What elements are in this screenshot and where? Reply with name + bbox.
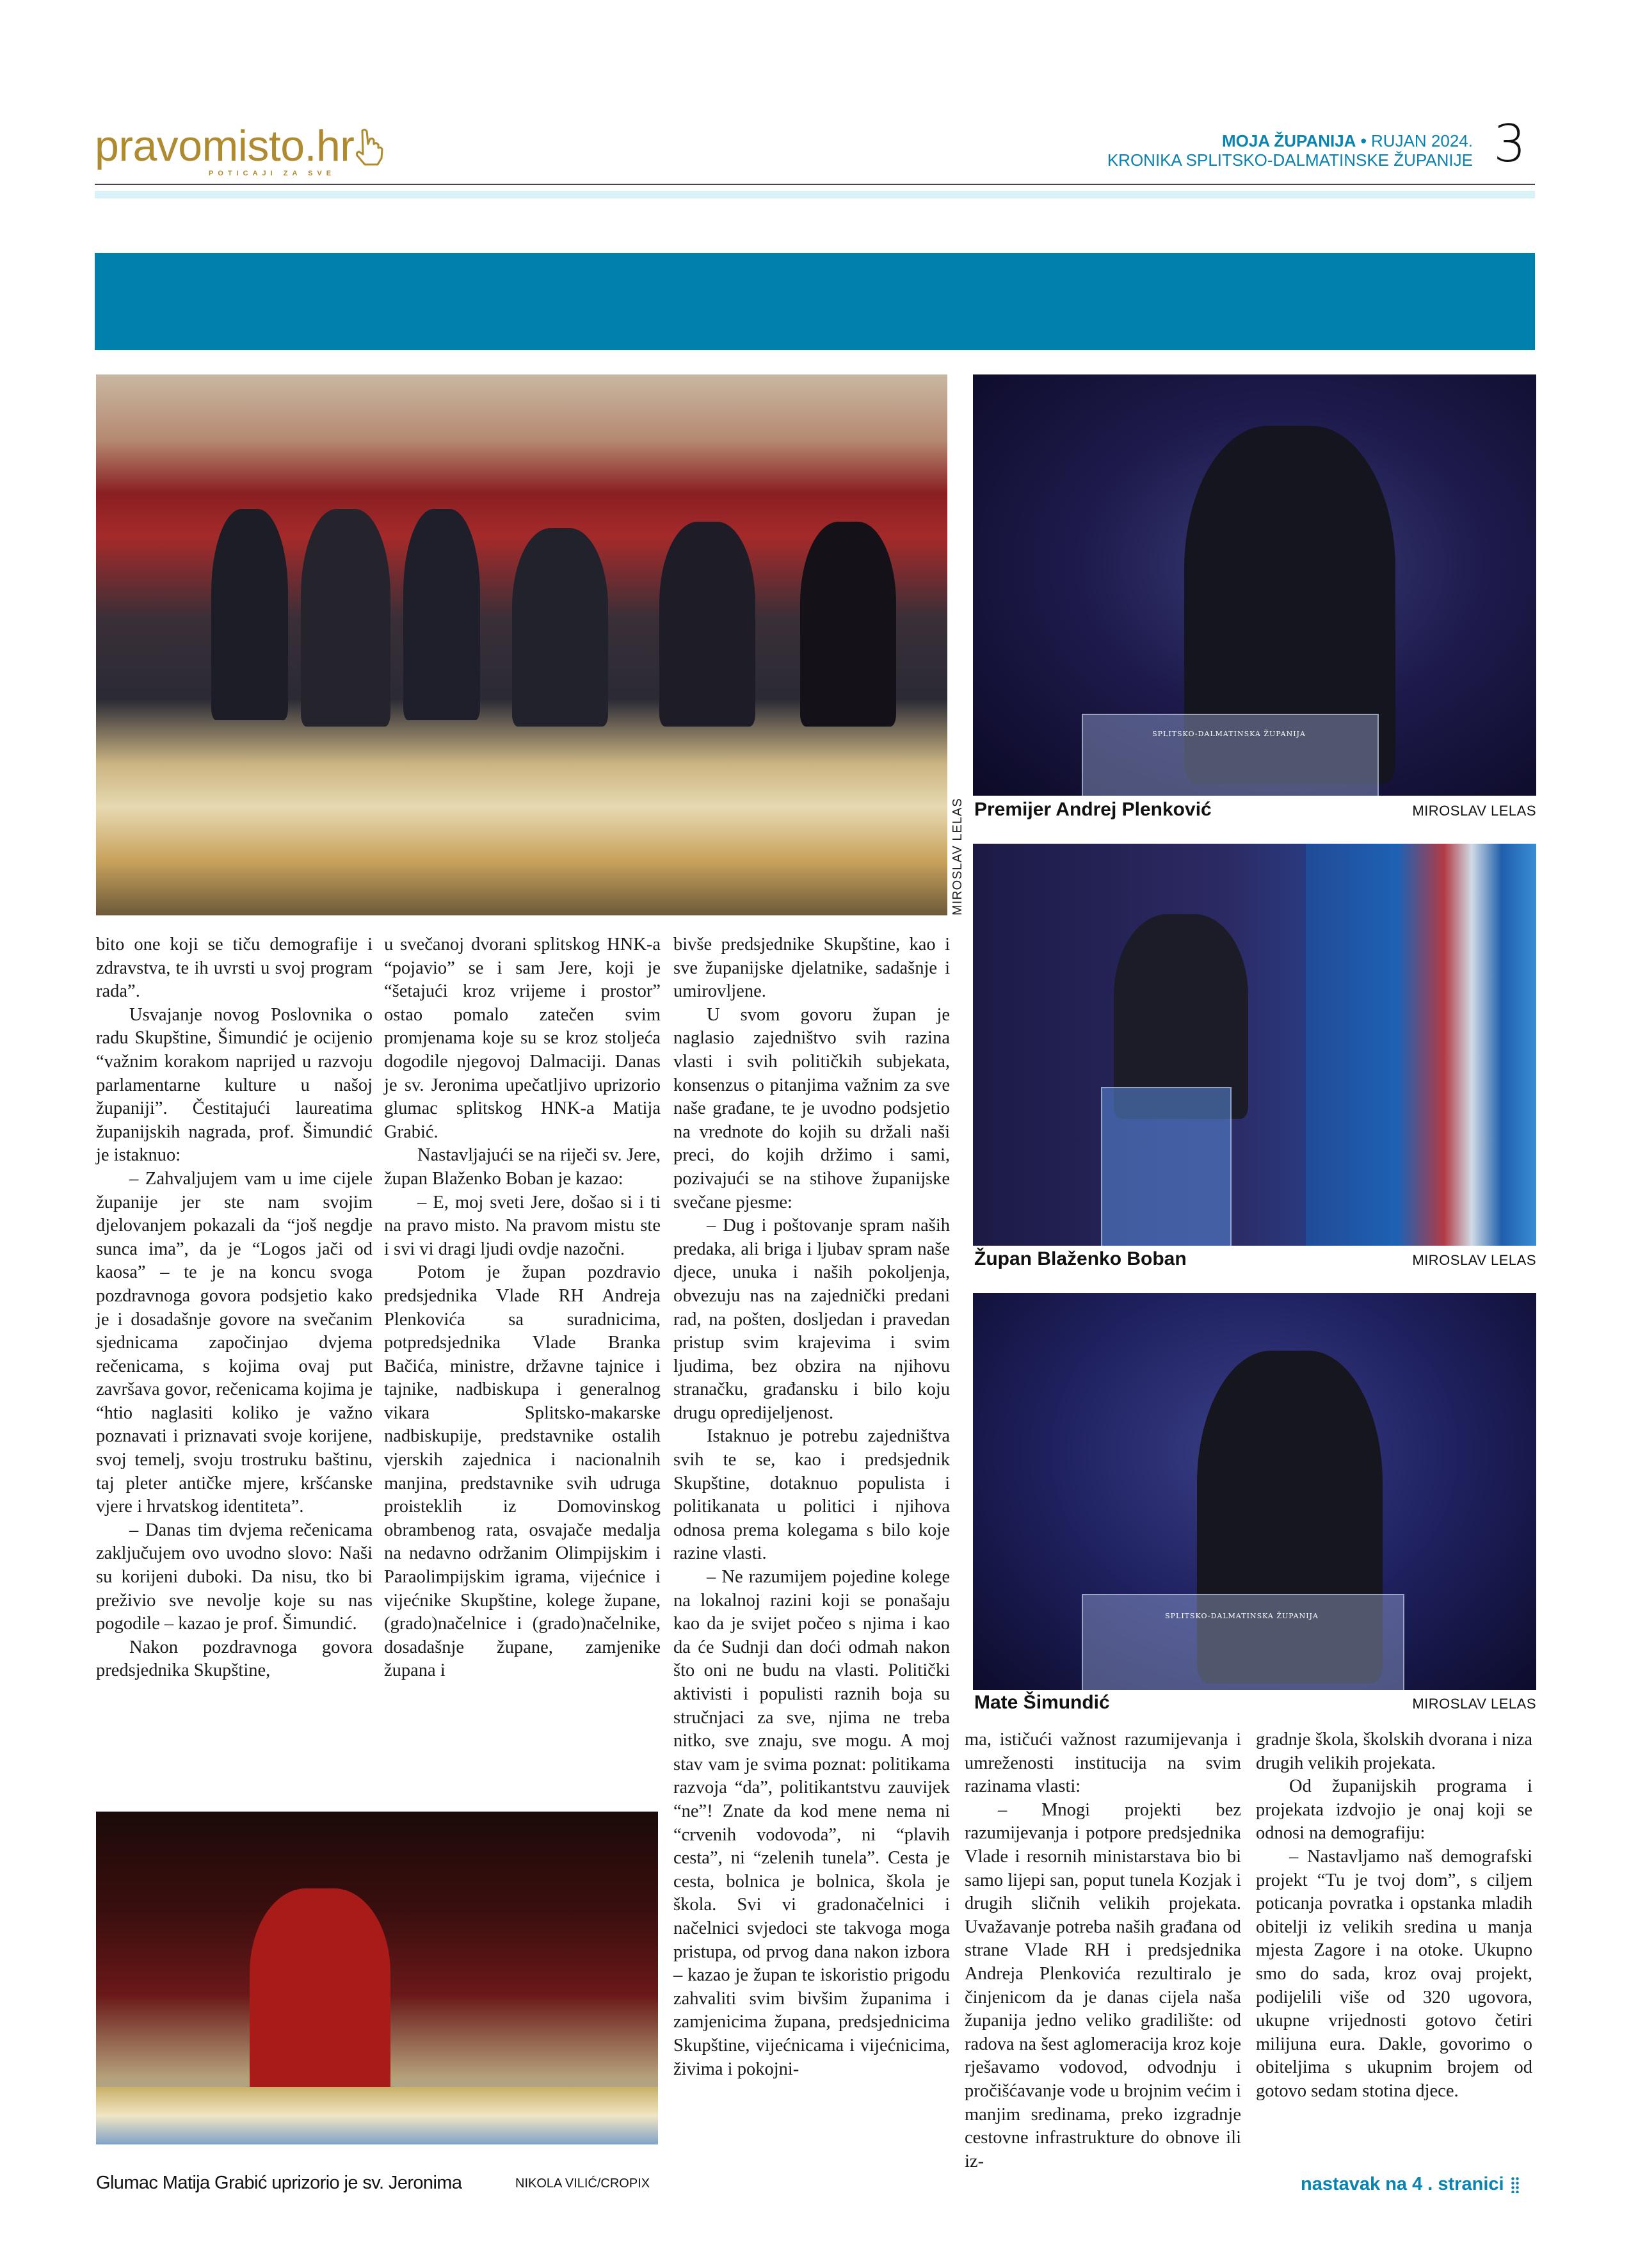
article-column-1: [96, 933, 373, 1683]
article-column-3: [673, 933, 950, 2081]
paragraph: Istaknuo je potrebu zajedništva svih te se, kao i predsjednik Skupštine, dotaknuo populista i politikanata u politici i njihova odnosa prema kolegama s bilo koje razine vlasti.: [673, 1426, 950, 1564]
site-logo: [95, 122, 389, 179]
paragraph: – Ne razumijem pojedine kolege na lokalnoj razini koji se ponašaju kao da je svijet počeo s njima i kao da će Sudnji dan doći odmah nakon što oni ne budu na vlasti. Politički aktivisti i populisti raznih boja su stručnjaci za sve, njima ne treba nitko, sve znaju, sve mogu. A moj stav vam je svima poznat: politikama razvoja “da”, politikantstvu zauvijek “ne”! Znate da kod mene nema ni “crvenih vodovoda”, ni “plavih cesta”, ni “zelenih tunela”. Cesta je cesta, bolnica je bolnica, škola je škola. Svi vi gradonačelnici i načelnici svjedoci ste takvoga moga pristupa, od prvog dana nakon izbora – kazao je župan te iskoristio prigodu zahvaliti svim bivšim županima i zamjenicima župana, predsjednicima Skupštine, vijećnicama i vijećnicima, živima i pokojni-: [673, 1567, 950, 2079]
header-accent-strip: [95, 191, 1535, 198]
masthead: [1107, 131, 1473, 170]
photo-actor: [96, 1812, 658, 2144]
section-banner: [95, 253, 1535, 350]
paragraph: Usvajanje novog Poslovnika o radu Skupštine, Šimundić je ocijenio “važnim korakom naprijed u razvoju parlamentarne kulture u našoj županiji”. Čestitajući laureatima županijskih nagrada, prof. Šimundić je istaknuo:: [96, 1004, 373, 1166]
balcony-rail: [96, 2087, 658, 2144]
caption-actor: Glumac Matija Grabić uprizorio je sv. Jeronima: [96, 2173, 462, 2193]
caption-plenkovic: Premijer Andrej Plenković: [974, 799, 1212, 820]
credit-plenkovic: MIROSLAV LELAS: [1412, 803, 1536, 819]
paragraph: bivše predsjednike Skupštine, kao i sve županijske djelatnike, sadašnje i umirovljene.: [673, 935, 950, 1002]
paragraph: – Dug i poštovanje spram naših predaka, ali briga i ljubav spram naše djece, unuka i naših pokoljenja, obvezuju nas na zajednički predani rad, na pošten, dosljedan i pravedan pristup svim krajevima i svim ljudima, bez obzira na njihovu stranačku, građansku i bilo koju drugu opredijeljenost.: [673, 1216, 950, 1423]
credit-actor: NIKOLA VILIĆ/CROPIX: [515, 2176, 650, 2191]
person-figure: [659, 522, 755, 727]
person-figure: [800, 522, 896, 727]
article-column-2: [384, 933, 661, 1683]
paragraph: – Danas tim dvjema rečenicama zaključujem ovo uvodno slovo: Naši su korijeni duboki. Da nisu, tko bi preživio sve nevolje koje su nas pogodile – kazao je prof. Šimundić.: [96, 1520, 373, 1634]
actor-figure: [250, 1888, 390, 2100]
person-figure: [301, 509, 390, 727]
person-figure: [512, 528, 608, 727]
page-number: 3: [1493, 114, 1526, 173]
podium-label: SPLITSKO-DALMATINSKA ŽUPANIJA: [1165, 1612, 1319, 1620]
pointing-hand-icon: [353, 128, 387, 168]
podium-label: SPLITSKO-DALMATINSKA ŽUPANIJA: [1152, 730, 1306, 738]
paragraph: Od županijskih programa i projekata izdvojio je onaj koji se odnosi na demografiju:: [1256, 1776, 1532, 1844]
paragraph: ma, ističući važnost razumijevanja i umreženosti institucija na svim razinama vlasti:: [965, 1730, 1241, 1797]
photo-credit-vertical: MIROSLAV LELAS: [951, 798, 965, 915]
logo-wordmark: pravomisto.hr: [95, 122, 355, 170]
article-column-5: [1256, 1728, 1532, 2103]
publication-subtitle: KRONIKA SPLITSKO-DALMATINSKE ŽUPANIJE: [1107, 150, 1473, 170]
dotted-arrow-icon: [1511, 2176, 1520, 2193]
paragraph: Nastavljajući se na riječi sv. Jere, župan Blaženko Boban je kazao:: [384, 1145, 661, 1189]
caption-boban: Župan Blaženko Boban: [974, 1248, 1187, 1269]
paragraph: Nakon pozdravnoga govora predsjednika Skupštine,: [96, 1637, 373, 1681]
paragraph: gradnje škola, školskih dvorana i niza drugih velikih projekata.: [1256, 1730, 1532, 1773]
issue-date: RUJAN 2024.: [1371, 131, 1473, 150]
podium: [1101, 1087, 1232, 1246]
photo-boban: [973, 844, 1536, 1246]
photo-plenkovic: [973, 374, 1536, 796]
credit-boban: MIROSLAV LELAS: [1412, 1252, 1536, 1268]
paragraph: U svom govoru župan je naglasio zajedništvo svih razina vlasti i svih političkih subjekata, konsenzus o pitanjima važnim za sve naše građane, te je uvodno podsjetio na vrednote do kojih su držali naši preci, do kojih držimo i sami, pozivajući se na stihove županijske svečane pjesme:: [673, 1004, 950, 1212]
paragraph: – Nastavljamo naš demografski projekt “Tu je tvoj dom”, s ciljem poticanja povratka i opstanka mladih obitelji iz velikih sredina u manja mjesta Zagore i na otoke. Ukupno smo do sada, kroz ovaj projekt, podijelili više od 320 ugovora, ukupne vrijednosti gotovo četiri milijuna eura. Dakle, govorimo o obiteljima s ukupnim brojem od gotovo sedam stotina djece.: [1256, 1846, 1532, 2101]
podium: [1082, 1594, 1404, 1690]
photo-simundic: [973, 1293, 1536, 1690]
logo-tagline: POTICAJI ZA SVE: [209, 170, 336, 177]
podium: [1082, 714, 1379, 796]
paragraph: – Mnogi projekti bez razumijevanja i potpore predsjednika Vlade i resornih ministarstava bio bi samo lijepi san, poput tunela Kozjak i drugih sličnih velikih projekata. Uvažavanje potreba naših građana od strane Vlade RH i predsjednika Andreja Plenkovića rezultiralo je činjenicom da je danas cijela naša županija jedno veliko gradilište: od radova na šest aglomeracija kroz koje rješavamo vodovod, odvodnju i pročišćavanje vode u brojnim većim i manjim sredinama, preko izgradnje cestovne infrastrukture do obnove ili iz-: [965, 1799, 1241, 2171]
publication-name: MOJA ŽUPANIJA: [1221, 131, 1356, 150]
paragraph: – Zahvaljujem vam u ime cijele županije jer ste nam svojim djelovanjem pokazali da “još negdje sunca ima”, da je “Logos jači od kaosa” – te je na koncu svoga pozdravnoga govora podsjetio kako je i dosadašnje govore na svečanim sjednicama započinjao dvjema rečenicama, s kojima ovaj put završava govor, rečenicama kojima je “htio naglasiti koliko je važno poznavati i priznavati svoje korijene, svoj temelj, svoju trostruku baštinu, taj pleter antičke mjere, kršćanske vjere i hrvatskog identiteta”.: [96, 1168, 373, 1517]
paragraph: – E, moj sveti Jere, došao si i ti na pravo misto. Na pravom mistu ste i svi vi dragi ljudi ovdje nazočni.: [384, 1192, 661, 1259]
bullet-separator: •: [1360, 131, 1367, 150]
paragraph: Potom je župan pozdravio predsjednika Vlade RH Andreja Plenkovića sa suradnicima, potpredsjednika Vlade Branka Bačića, ministre, državne tajnice i tajnike, nadbiskupa i generalnog vikara Splitsko-makarske nadbiskupije, predstavnike ostalih vjerskih zajednica i nacionalnih manjina, predstavnike svih udruga proisteklih iz Domovinskog obrambenog rata, osvajače medalja na nedavno održanim Olimpijskim i Paraolimpijskim igrama, vijećnice i vijećnike Skupštine, kolege župane, (grado)načelnice i (grado)načelnike, dosadašnje župane, zamjenike župana i: [384, 1262, 661, 1681]
person-figure: [211, 509, 288, 720]
header-divider: [95, 184, 1535, 185]
continue-label: nastavak na 4 . stranici: [1301, 2174, 1504, 2194]
person-figure: [403, 509, 480, 720]
paragraph: bito one koji se tiču demografije i zdravstva, te ih uvrsti u svoj program rada”.: [96, 935, 373, 1002]
article-column-4: [965, 1728, 1241, 2173]
paragraph: u svečanoj dvorani splitskog HNK-a “pojavio” se i sam Jere, koji je “šetajući kroz vrijeme i prostor” ostao pomalo zatečen svim promjenama koje su se kroz stoljeća dogodile njegovoj Dalmaciji. Danas je sv. Jeronima upečatljivo uprizorio glumac splitskog HNK-a Matija Grabić.: [384, 935, 661, 1142]
continue-on-page-link[interactable]: [1301, 2173, 1520, 2195]
flags: [1306, 844, 1536, 1246]
caption-simundic: Mate Šimundić: [974, 1692, 1110, 1713]
photo-theatre-box: [96, 374, 947, 915]
credit-simundic: MIROSLAV LELAS: [1412, 1696, 1536, 1712]
